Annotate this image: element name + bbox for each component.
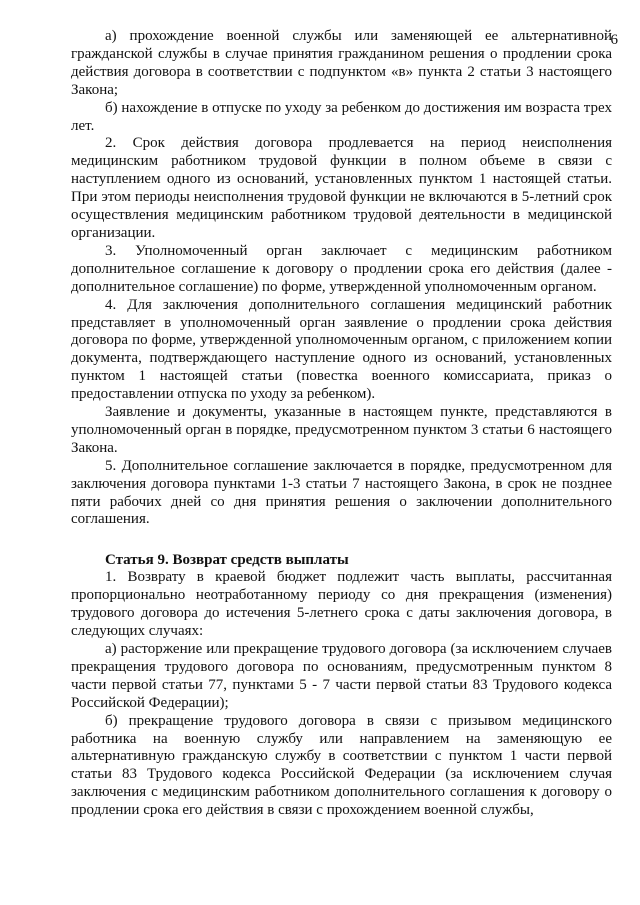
paragraph-subitem-a: а) прохождение военной службы или заменяющей ее альтернативной гражданской службы в случае принятия гражданином решения о продлении срока действия договора в соответствии с подпунктом «в» пункта 2 статьи 3 настоящего Закона;	[71, 28, 612, 98]
paragraph-item-2: 2. Срок действия договора продлевается на период неисполнения медицинским работником трудовой функции в полном объеме в связи с наступлением одного из оснований, установленных пунктом 1 настоящей статьи. При этом периоды неисполнения трудовой функции не включаются в 5-летний срок осуществления медицинским работником трудовой деятельности в медицинской организации.	[71, 135, 612, 241]
paragraph-article-9-subitem-a: а) расторжение или прекращение трудового договора (за исключением случаев прекращения трудового договора по основаниям, предусмотренным пунктом 8 части первой статьи 77, пунктами 5 - 7 части первой статьи 83 Трудового кодекса Российской Федерации);	[71, 641, 612, 711]
document-body	[71, 28, 612, 820]
paragraph-article-9-subitem-b: б) прекращение трудового договора в связи с призывом медицинского работника на военную службу или направлением на заменяющую ее альтернативную гражданскую службу в соответствии с пунктом 1 части первой статьи 83 Трудового кодекса Российской Федерации (за исключением случая заключения с медицинским работником дополнительного соглашения к договору о продлении срока его действия в связи с прохождением военной службы,	[71, 712, 612, 819]
paragraph-item-4: 4. Для заключения дополнительного соглашения медицинский работник представляет в уполномоченный орган заявление о продлении срока действия договора по форме, утвержденной уполномоченным органом, с приложением копии документа, подтверждающего наступление одного из оснований, установленных пунктом 1 настоящей статьи (повестка военного комиссариата, приказ о предоставлении отпуска по уходу за ребенком).	[71, 296, 612, 403]
paragraph-article-9-item-1: 1. Возврату в краевой бюджет подлежит часть выплаты, рассчитанная пропорционально неотработанному периоду со дня прекращения (изменения) трудового договора до истечения 5-летнего срока с даты заключения договора, в следующих случаях:	[71, 569, 612, 640]
page-number: 6	[610, 32, 618, 48]
paragraph-subitem-b: б) нахождение в отпуске по уходу за ребенком до достижения им возраста трех лет.	[71, 99, 612, 134]
paragraph-item-5: 5. Дополнительное соглашение заключается в порядке, предусмотренном для заключения договора пунктами 1-3 статьи 7 настоящего Закона, в срок не позднее пяти рабочих дней со дня принятия решения о заключении дополнительного соглашения.	[71, 457, 612, 528]
paragraph-item-3: 3. Уполномоченный орган заключает с медицинским работником дополнительное соглашение к договору о продлении срока его действия (далее - дополнительное соглашение) по форме, утвержденной уполномоченным органом.	[71, 242, 612, 295]
article-9-heading: Статья 9. Возврат средств выплаты	[105, 552, 349, 569]
paragraph-item-4-continued: Заявление и документы, указанные в настоящем пункте, представляются в уполномоченный орган в порядке, предусмотренном пунктом 3 статьи 6 настоящего Закона.	[71, 404, 612, 456]
